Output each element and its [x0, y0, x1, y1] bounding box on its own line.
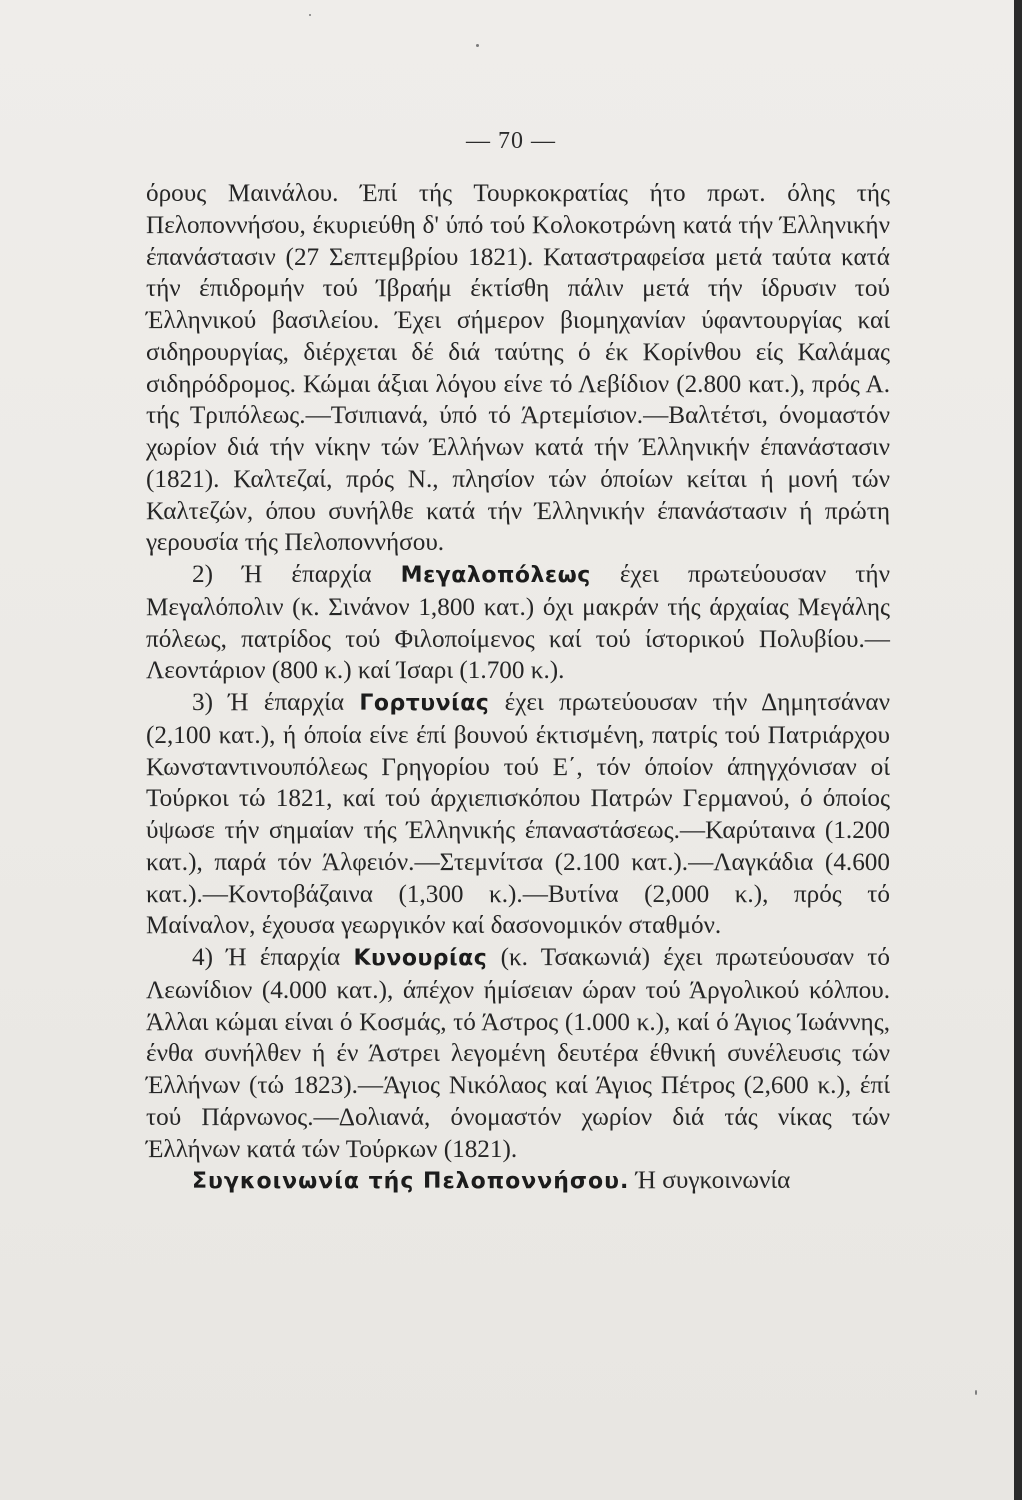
paper-speck	[476, 44, 479, 47]
heading-kynourias: Κυνουρίας	[353, 946, 488, 971]
paragraph-text: (κ. Τσακωνιά) έχει πρωτεύουσαν τό Λεωνίδιον (4.000 κατ.), άπέχον ήμίσειαν ώραν τού Άργολικού κόλπου. Άλλαι κώμαι είναι ό Κοσμάς, τό Άστρος (1.000 κ.), καί ό Άγιος Ίωάννης, ένθα συνήλθεν ή έν Άστρει λεγομένη δευτέρα έθνική συνέλευσις τών Έλλήνων (τώ 1823).—Άγιος Νικόλαος καί Άγιος Πέτρος (2,600 κ.), έπί τού Πάρνωνος.—Δολιανά, όνομαστόν χωρίον διά τάς νίκας τών Έλλήνων κατά τών Τούρκων (1821).	[146, 944, 890, 1163]
page-number: — 70 —	[466, 128, 556, 154]
paragraph-lead: 2) Ή έπαρχία	[192, 561, 401, 588]
paper-speck	[975, 1390, 977, 1395]
body-text	[146, 178, 890, 1198]
paragraph-text: έχει πρωτεύουσαν τήν Μεγαλόπολιν (κ. Σινάνον 1,800 κατ.) όχι μακράν τής άρχαίας Μεγάλης πόλεως, πατρίδος τού Φιλοποίμενος καί τού ίστορικού Πολυβίου.—Λεοντάριον (800 κ.) καί Ίσαρι (1.700 κ.).	[146, 561, 890, 685]
paragraph-lead: 3) Ή έπαρχία	[192, 689, 360, 716]
paragraph-text: όρους Μαινάλου. Έπί τής Τουρκοκρατίας ήτο πρωτ. όλης τής Πελοποννήσου, έκυριεύθη δ' ύπό τού Κολοκοτρώνη κατά τήν Έλληνικήν έπανάστασιν (27 Σεπτεμβρίου 1821). Καταστραφείσα μετά ταύτα κατά τήν έπιδρομήν τού Ίβραήμ έκτίσθη πάλιν μετά τήν ίδρυσιν τού Έλληνικού βασιλείου. Έχει σήμερον βιομηχανίαν ύφαντουργίας καί σιδηρουργίας, διέρχεται δέ διά ταύτης ό έκ Κορίνθου είς Καλάμας σιδηρόδρομος. Κώμαι άξιαι λόγου είνε τό Λεβίδιον (2.800 κατ.), πρός Α. τής Τριπόλεως.—Τσιπιανά, ύπό τό Άρτεμίσιον.—Βαλτέτσι, όνομαστόν χωρίον διά τήν νίκην τών Έλλήνων κατά τήν Έλληνικήν έπανάστασιν (1821). Καλτεζαί, πρός Ν., πλησίον τών όποίων κείται ή μονή τών Καλτεζών, όπου συνήλθε κατά τήν Έλληνικήν έπανάστασιν ή πρώτη γερουσία τής Πελοποννήσου.	[146, 180, 890, 557]
paragraph-tripolis-area	[146, 178, 890, 559]
paragraph-lead: 4) Ή έπαρχία	[192, 944, 354, 971]
paragraph-kynouria	[146, 942, 890, 1165]
paragraph-gortynia	[146, 687, 890, 942]
paragraph-transport	[146, 1165, 890, 1198]
paragraph-text: Ή συγκοινωνία	[629, 1167, 791, 1195]
heading-transport: Συγκοινωνία τής Πελοποννήσου.	[192, 1169, 630, 1195]
page-edge-shadow	[1014, 0, 1022, 1500]
paper-speck	[309, 14, 311, 16]
paragraph-megalopolis	[146, 559, 890, 687]
heading-megalopoleos: Μεγαλοπόλεως	[400, 563, 591, 588]
paragraph-text: έχει πρωτεύουσαν τήν Δημητσάναν (2,100 κατ.), ή όποία είνε έπί βουνού έκτισμένη, πατρίς τού Πατριάρχου Κωνσταντινουπόλεως Γρηγορίου τού Ε΄, τόν όποίον άπηγχόνισαν οί Τούρκοι τώ 1821, καί τού άρχιεπισκόπου Πατρών Γερμανού, ό όποίος ύψωσε τήν σημαίαν τής Έλληνικής έπαναστάσεως.—Καρύταινα (1.200 κατ.), παρά τόν Άλφειόν.—Στεμνίτσα (2.100 κατ.).—Λαγκάδια (4.600 κατ.).—Κοντοβάζαινα (1,300 κ.).—Βυτίνα (2,000 κ.), πρός τό Μαίναλον, έχουσα γεωργικόν καί δασονομικόν σταθμόν.	[146, 689, 890, 940]
heading-gortynias: Γορτυνίας	[359, 691, 490, 716]
